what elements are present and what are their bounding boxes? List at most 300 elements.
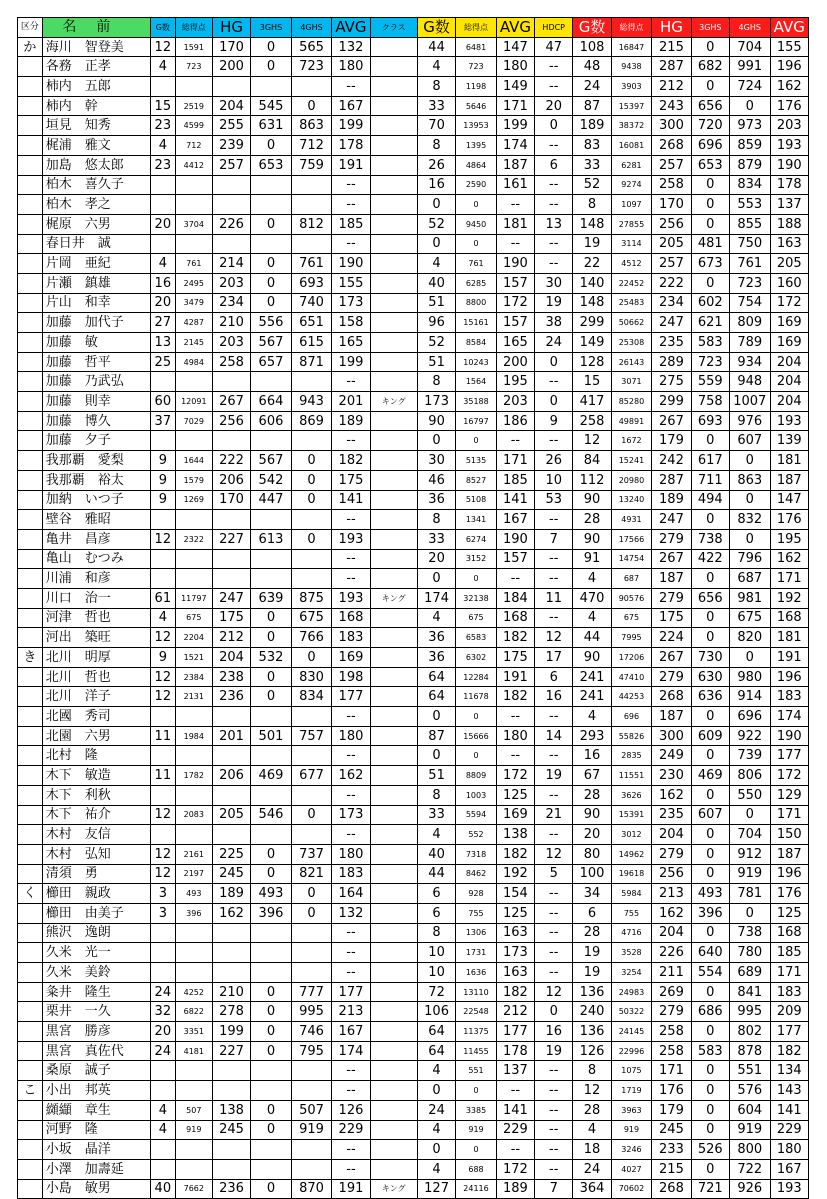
cell-kubun <box>18 628 43 648</box>
cell-name: 木下 利秋 <box>42 785 150 805</box>
cell-4ghs-3: 973 <box>729 116 770 136</box>
cell-4ghs-3: 863 <box>729 470 770 490</box>
cell-games-2: 52 <box>417 333 455 353</box>
cell-name: 柿内 幹 <box>42 96 150 116</box>
cell-hg-3: 257 <box>652 254 691 274</box>
cell-hdcp: -- <box>535 707 573 727</box>
cell-class <box>370 943 417 963</box>
cell-games-3: 293 <box>573 726 611 746</box>
cell-name: 櫛田 由美子 <box>42 903 150 923</box>
cell-kubun <box>18 766 43 786</box>
cell-total-1: 3479 <box>175 293 212 313</box>
cell-games-3: 140 <box>573 273 611 293</box>
cell-avg-2: 212 <box>496 1002 534 1022</box>
cell-hg-1 <box>212 234 250 254</box>
cell-avg-2: -- <box>496 234 534 254</box>
cell-total-2: 13110 <box>456 982 497 1002</box>
cell-total-2: 6302 <box>456 648 497 668</box>
cell-class <box>370 77 417 97</box>
cell-3ghs-3: 0 <box>691 273 729 293</box>
table-row <box>18 982 809 1002</box>
cell-hdcp: -- <box>535 608 573 628</box>
cell-games-1 <box>150 785 175 805</box>
cell-games-3: 52 <box>573 175 611 195</box>
cell-avg-1: -- <box>332 1081 370 1101</box>
cell-games-3: 4 <box>573 569 611 589</box>
cell-4ghs-1 <box>291 707 332 727</box>
cell-4ghs-3: 0 <box>729 451 770 471</box>
cell-total-3: 49891 <box>611 411 652 431</box>
cell-games-2: 33 <box>417 529 455 549</box>
cell-avg-2: 182 <box>496 982 534 1002</box>
cell-avg-2: 165 <box>496 333 534 353</box>
cell-hdcp: -- <box>535 510 573 530</box>
cell-games-2: 8 <box>417 372 455 392</box>
cell-kubun <box>18 352 43 372</box>
cell-total-3: 3254 <box>611 963 652 983</box>
cell-games-2: 4 <box>417 1159 455 1179</box>
cell-games-1 <box>150 1140 175 1160</box>
cell-class <box>370 825 417 845</box>
cell-total-2: 723 <box>456 57 497 77</box>
cell-games-1: 15 <box>150 96 175 116</box>
cell-games-2: 64 <box>417 1022 455 1042</box>
cell-hdcp: -- <box>535 1140 573 1160</box>
cell-name: 木下 祐介 <box>42 805 150 825</box>
cell-class <box>370 884 417 904</box>
cell-hdcp: 47 <box>535 37 573 57</box>
cell-4ghs-3: 995 <box>729 1002 770 1022</box>
cell-hg-3: 235 <box>652 333 691 353</box>
cell-name: 川浦 和彦 <box>42 569 150 589</box>
cell-total-1 <box>175 785 212 805</box>
table-row <box>18 293 809 313</box>
cell-games-2: 0 <box>417 707 455 727</box>
cell-avg-2: 147 <box>496 37 534 57</box>
cell-hg-1: 245 <box>212 864 250 884</box>
cell-kubun <box>18 982 43 1002</box>
table-row <box>18 569 809 589</box>
cell-hg-3: 242 <box>652 451 691 471</box>
cell-total-3: 687 <box>611 569 652 589</box>
cell-4ghs-1: 0 <box>291 451 332 471</box>
cell-games-2: 40 <box>417 273 455 293</box>
cell-3ghs-1: 631 <box>251 116 292 136</box>
cell-games-3: 6 <box>573 903 611 923</box>
cell-games-2: 106 <box>417 1002 455 1022</box>
cell-games-2: 24 <box>417 1100 455 1120</box>
cell-total-2: 1341 <box>456 510 497 530</box>
cell-avg-2: 180 <box>496 726 534 746</box>
cell-hdcp: 30 <box>535 273 573 293</box>
cell-games-1 <box>150 549 175 569</box>
cell-games-3: 126 <box>573 1041 611 1061</box>
cell-hdcp: 12 <box>535 628 573 648</box>
cell-class <box>370 923 417 943</box>
cell-avg-3: 172 <box>770 293 808 313</box>
cell-avg-3: 181 <box>770 451 808 471</box>
cell-hg-3: 258 <box>652 1041 691 1061</box>
cell-games-2: 72 <box>417 982 455 1002</box>
cell-kubun <box>18 529 43 549</box>
cell-hg-1 <box>212 707 250 727</box>
cell-4ghs-3: 809 <box>729 313 770 333</box>
cell-games-1: 12 <box>150 529 175 549</box>
cell-4ghs-3: 704 <box>729 825 770 845</box>
cell-4ghs-1: 0 <box>291 903 332 923</box>
cell-total-1: 1269 <box>175 490 212 510</box>
table-row <box>18 234 809 254</box>
cell-hg-1: 278 <box>212 1002 250 1022</box>
cell-class <box>370 687 417 707</box>
cell-avg-1: 190 <box>332 254 370 274</box>
cell-class <box>370 116 417 136</box>
cell-3ghs-3: 656 <box>691 588 729 608</box>
cell-hdcp: 6 <box>535 667 573 687</box>
cell-kubun <box>18 805 43 825</box>
cell-avg-3: 168 <box>770 923 808 943</box>
cell-total-2: 1198 <box>456 77 497 97</box>
cell-hg-3: 287 <box>652 57 691 77</box>
cell-3ghs-1: 396 <box>251 903 292 923</box>
cell-3ghs-1: 447 <box>251 490 292 510</box>
cell-total-2: 5135 <box>456 451 497 471</box>
cell-avg-1: 155 <box>332 273 370 293</box>
cell-total-3: 44253 <box>611 687 652 707</box>
cell-avg-1: 191 <box>332 155 370 175</box>
cell-3ghs-1: 0 <box>251 1179 292 1199</box>
table-row <box>18 805 809 825</box>
cell-hdcp: -- <box>535 1081 573 1101</box>
table-row <box>18 588 809 608</box>
table-row <box>18 825 809 845</box>
cell-avg-2: -- <box>496 707 534 727</box>
cell-hg-3: 205 <box>652 234 691 254</box>
cell-name: 北川 哲也 <box>42 667 150 687</box>
cell-games-1 <box>150 825 175 845</box>
cell-games-3: 20 <box>573 825 611 845</box>
cell-avg-3: 209 <box>770 1002 808 1022</box>
cell-games-3: 84 <box>573 451 611 471</box>
cell-class <box>370 136 417 156</box>
cell-games-2: 8 <box>417 785 455 805</box>
cell-avg-3: 181 <box>770 628 808 648</box>
header-hdcp: HDCP <box>535 18 573 38</box>
table-row <box>18 667 809 687</box>
cell-avg-2: 163 <box>496 963 534 983</box>
cell-4ghs-3: 859 <box>729 136 770 156</box>
cell-hdcp: -- <box>535 549 573 569</box>
cell-hg-3: 189 <box>652 490 691 510</box>
cell-hdcp: -- <box>535 57 573 77</box>
cell-3ghs-3: 723 <box>691 352 729 372</box>
cell-avg-3: 203 <box>770 116 808 136</box>
cell-hg-1: 189 <box>212 884 250 904</box>
cell-games-1: 12 <box>150 687 175 707</box>
cell-total-1: 2384 <box>175 667 212 687</box>
cell-avg-2: 184 <box>496 588 534 608</box>
cell-games-3: 83 <box>573 136 611 156</box>
cell-games-3: 90 <box>573 529 611 549</box>
table-row <box>18 273 809 293</box>
cell-total-1: 2495 <box>175 273 212 293</box>
cell-name: 柿内 五郎 <box>42 77 150 97</box>
cell-total-1: 2083 <box>175 805 212 825</box>
cell-avg-2: 169 <box>496 805 534 825</box>
cell-games-3: 241 <box>573 687 611 707</box>
cell-games-3: 28 <box>573 1100 611 1120</box>
cell-total-1 <box>175 746 212 766</box>
cell-avg-1: 162 <box>332 766 370 786</box>
cell-avg-2: 203 <box>496 392 534 412</box>
cell-class <box>370 96 417 116</box>
cell-avg-3: 193 <box>770 411 808 431</box>
cell-3ghs-1: 657 <box>251 352 292 372</box>
cell-games-1 <box>150 569 175 589</box>
cell-total-1: 11797 <box>175 588 212 608</box>
table-row <box>18 1179 809 1199</box>
cell-total-2: 1395 <box>456 136 497 156</box>
cell-4ghs-3: 607 <box>729 431 770 451</box>
cell-games-2: 173 <box>417 392 455 412</box>
cell-games-3: 18 <box>573 1140 611 1160</box>
cell-avg-2: 187 <box>496 155 534 175</box>
cell-4ghs-3: 919 <box>729 1120 770 1140</box>
cell-total-3: 15391 <box>611 805 652 825</box>
cell-name: 亀山 むつみ <box>42 549 150 569</box>
cell-class <box>370 1041 417 1061</box>
cell-3ghs-3: 0 <box>691 1120 729 1140</box>
table-body <box>18 37 809 1199</box>
cell-name: 木村 弘知 <box>42 844 150 864</box>
cell-name: 久米 光一 <box>42 943 150 963</box>
cell-games-1: 4 <box>150 254 175 274</box>
cell-avg-2: -- <box>496 1140 534 1160</box>
table-row <box>18 116 809 136</box>
cell-avg-1: 177 <box>332 687 370 707</box>
cell-4ghs-1: 0 <box>291 96 332 116</box>
table-row <box>18 411 809 431</box>
cell-name: 海川 智登美 <box>42 37 150 57</box>
cell-avg-1: 173 <box>332 805 370 825</box>
cell-avg-1: -- <box>332 195 370 215</box>
cell-4ghs-1: 0 <box>291 884 332 904</box>
cell-games-1 <box>150 431 175 451</box>
cell-games-1: 37 <box>150 411 175 431</box>
cell-avg-3: 125 <box>770 903 808 923</box>
cell-hg-3: 175 <box>652 608 691 628</box>
cell-kubun <box>18 1022 43 1042</box>
cell-3ghs-1 <box>251 549 292 569</box>
cell-total-2: 6274 <box>456 529 497 549</box>
table-row <box>18 1081 809 1101</box>
cell-3ghs-3: 493 <box>691 884 729 904</box>
header-3ghs-1: 3GHS <box>251 18 292 38</box>
table-row <box>18 943 809 963</box>
cell-total-1: 1984 <box>175 726 212 746</box>
cell-3ghs-1 <box>251 825 292 845</box>
cell-games-2: 4 <box>417 608 455 628</box>
cell-hg-1: 200 <box>212 57 250 77</box>
cell-name: 北園 六男 <box>42 726 150 746</box>
cell-games-2: 10 <box>417 943 455 963</box>
cell-total-2: 5108 <box>456 490 497 510</box>
cell-4ghs-1 <box>291 963 332 983</box>
cell-4ghs-1: 812 <box>291 214 332 234</box>
cell-avg-2: 141 <box>496 490 534 510</box>
cell-total-2: 755 <box>456 903 497 923</box>
cell-hg-3: 289 <box>652 352 691 372</box>
cell-class <box>370 352 417 372</box>
cell-games-2: 0 <box>417 431 455 451</box>
cell-4ghs-1: 795 <box>291 1041 332 1061</box>
cell-hdcp: 0 <box>535 392 573 412</box>
cell-4ghs-3: 802 <box>729 1022 770 1042</box>
cell-hg-3: 279 <box>652 667 691 687</box>
cell-hdcp: -- <box>535 372 573 392</box>
cell-total-1 <box>175 1159 212 1179</box>
cell-avg-1: -- <box>332 234 370 254</box>
cell-4ghs-3: 0 <box>729 96 770 116</box>
cell-games-1: 4 <box>150 1120 175 1140</box>
table-row <box>18 214 809 234</box>
cell-4ghs-3: 722 <box>729 1159 770 1179</box>
cell-total-1: 2322 <box>175 529 212 549</box>
cell-4ghs-3: 922 <box>729 726 770 746</box>
cell-3ghs-3: 422 <box>691 549 729 569</box>
cell-4ghs-1 <box>291 1159 332 1179</box>
cell-hg-3: 179 <box>652 431 691 451</box>
cell-total-2: 8462 <box>456 864 497 884</box>
cell-4ghs-1: 777 <box>291 982 332 1002</box>
header-hg-3: HG <box>652 18 691 38</box>
cell-total-3: 4931 <box>611 510 652 530</box>
cell-hdcp: 16 <box>535 687 573 707</box>
cell-hg-3: 179 <box>652 1100 691 1120</box>
cell-4ghs-1: 869 <box>291 411 332 431</box>
cell-3ghs-3: 583 <box>691 1041 729 1061</box>
cell-avg-3: 190 <box>770 155 808 175</box>
table-row <box>18 195 809 215</box>
cell-avg-1: -- <box>332 569 370 589</box>
cell-hg-1: 210 <box>212 982 250 1002</box>
cell-4ghs-1: 712 <box>291 136 332 156</box>
cell-3ghs-3: 673 <box>691 254 729 274</box>
cell-games-1: 27 <box>150 313 175 333</box>
cell-4ghs-1 <box>291 234 332 254</box>
cell-3ghs-1: 0 <box>251 37 292 57</box>
cell-4ghs-1: 565 <box>291 37 332 57</box>
cell-games-3: 48 <box>573 57 611 77</box>
cell-games-1: 11 <box>150 766 175 786</box>
cell-class <box>370 234 417 254</box>
table-row <box>18 707 809 727</box>
cell-avg-3: 196 <box>770 667 808 687</box>
cell-hg-3: 212 <box>652 77 691 97</box>
cell-avg-3: 185 <box>770 943 808 963</box>
cell-avg-2: 189 <box>496 1179 534 1199</box>
cell-games-1: 4 <box>150 1100 175 1120</box>
cell-avg-1: 175 <box>332 470 370 490</box>
cell-3ghs-3: 653 <box>691 155 729 175</box>
cell-avg-1: -- <box>332 510 370 530</box>
cell-3ghs-1: 0 <box>251 687 292 707</box>
cell-games-1 <box>150 923 175 943</box>
cell-4ghs-3: 1007 <box>729 392 770 412</box>
cell-total-2: 5646 <box>456 96 497 116</box>
table-row <box>18 333 809 353</box>
cell-games-2: 30 <box>417 451 455 471</box>
cell-total-3: 4716 <box>611 923 652 943</box>
cell-avg-1: 199 <box>332 116 370 136</box>
cell-total-2: 3152 <box>456 549 497 569</box>
cell-3ghs-1 <box>251 569 292 589</box>
cell-class <box>370 273 417 293</box>
cell-total-3: 6281 <box>611 155 652 175</box>
table-row <box>18 1022 809 1042</box>
table-row <box>18 963 809 983</box>
cell-4ghs-3: 550 <box>729 785 770 805</box>
cell-games-2: 16 <box>417 175 455 195</box>
header-avg-1: AVG <box>332 18 370 38</box>
cell-total-2: 1731 <box>456 943 497 963</box>
header-4ghs-1: 4GHS <box>291 18 332 38</box>
cell-avg-2: 200 <box>496 352 534 372</box>
header-row <box>18 18 809 38</box>
cell-hg-1: 234 <box>212 293 250 313</box>
cell-hg-3: 256 <box>652 864 691 884</box>
cell-kubun <box>18 1002 43 1022</box>
cell-total-1 <box>175 195 212 215</box>
cell-avg-2: 199 <box>496 116 534 136</box>
header-games-1: G数 <box>150 18 175 38</box>
cell-games-2: 8 <box>417 77 455 97</box>
cell-class <box>370 510 417 530</box>
cell-hdcp: -- <box>535 1159 573 1179</box>
cell-hg-1: 222 <box>212 451 250 471</box>
cell-games-2: 52 <box>417 214 455 234</box>
table-row <box>18 844 809 864</box>
cell-games-3: 8 <box>573 1061 611 1081</box>
cell-3ghs-3: 0 <box>691 1159 729 1179</box>
cell-3ghs-3: 0 <box>691 923 729 943</box>
cell-total-3: 55826 <box>611 726 652 746</box>
cell-games-2: 127 <box>417 1179 455 1199</box>
cell-4ghs-3: 832 <box>729 510 770 530</box>
cell-4ghs-1: 737 <box>291 844 332 864</box>
cell-kubun <box>18 136 43 156</box>
cell-hg-1 <box>212 175 250 195</box>
cell-games-1 <box>150 195 175 215</box>
cell-total-1 <box>175 431 212 451</box>
cell-avg-3: 192 <box>770 588 808 608</box>
cell-games-3: 148 <box>573 293 611 313</box>
cell-4ghs-3: 604 <box>729 1100 770 1120</box>
cell-kubun <box>18 254 43 274</box>
cell-4ghs-1: 677 <box>291 766 332 786</box>
cell-avg-3: 193 <box>770 136 808 156</box>
cell-avg-3: 191 <box>770 648 808 668</box>
cell-avg-3: 182 <box>770 1041 808 1061</box>
cell-avg-3: 163 <box>770 234 808 254</box>
cell-hg-3: 215 <box>652 37 691 57</box>
table-row <box>18 1002 809 1022</box>
cell-avg-3: 188 <box>770 214 808 234</box>
cell-class: キング <box>370 1179 417 1199</box>
cell-hg-1: 205 <box>212 805 250 825</box>
cell-total-3: 1672 <box>611 431 652 451</box>
cell-3ghs-1: 0 <box>251 214 292 234</box>
